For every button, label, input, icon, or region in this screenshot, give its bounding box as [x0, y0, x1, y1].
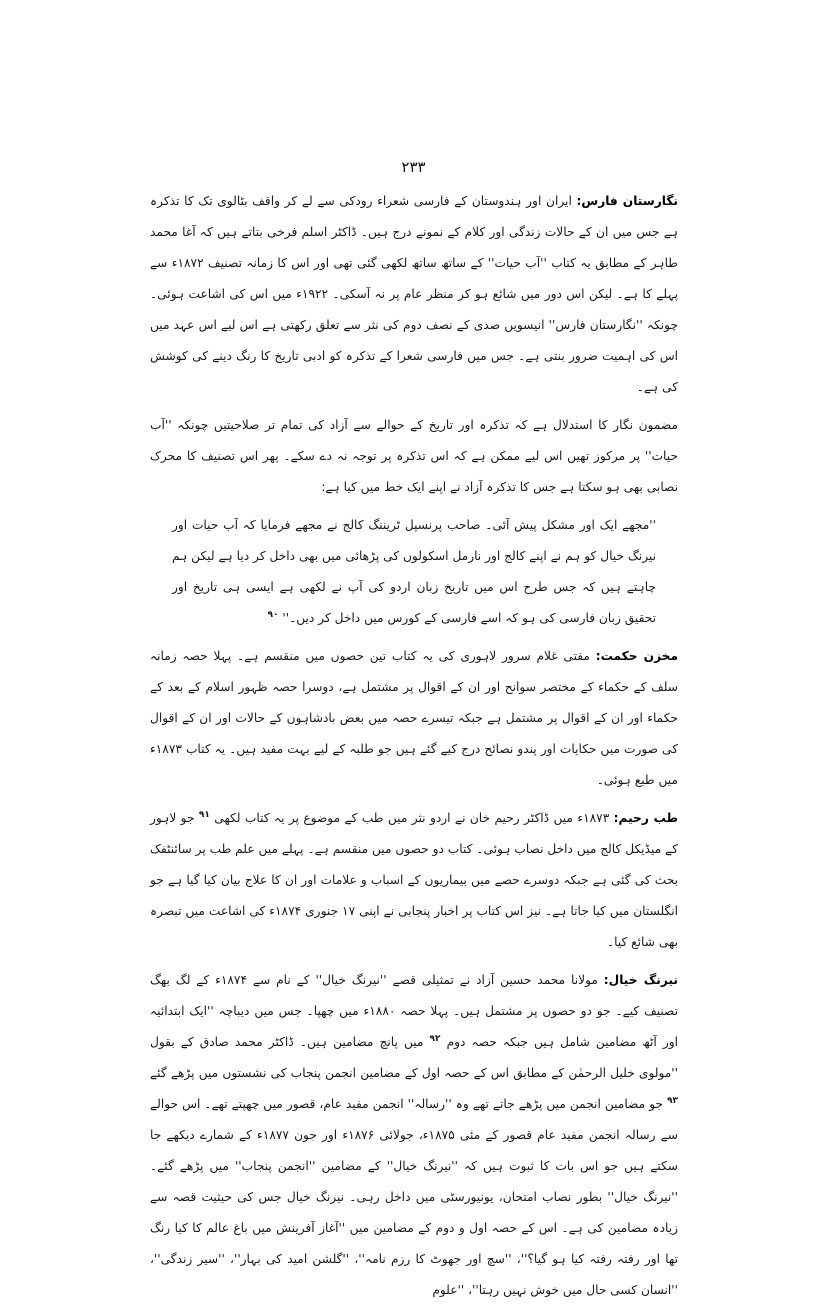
- paragraph-text: مولانا محمد حسین آزاد نے تمثیلی قصے ''نیرنگ خیال'' کے نام سے ۱۸۷۴ء کے لگ بھگ تصنیف کیے۔ جو دو حصوں پر مشتمل ہیں۔ پہلا حصہ ۱۸۸۰ء میں چھپا۔ جس میں دیباچہ ''ایک ابتدائیہ اور آٹھ مضامین شامل ہیں جبکہ حصہ دوم: [150, 973, 679, 1049]
- section-heading-nairang: نیرنگ خیال:: [603, 973, 678, 987]
- footnote-ref: ۹۳: [667, 1095, 678, 1106]
- block-quote: [172, 510, 656, 634]
- paragraph-text: جو مضامین انجمن میں پڑھے جاتے تھے وہ ''رسالہ'' انجمن مفید عام، قصور میں چھپتے تھے۔ اس حوالے سے رسالہ انجمن مفید عام قصور کے مئی ۱۸۷۵ء، جولائی ۱۸۷۶ء اور جون ۱۸۷۷ء کے شمارے دیکھے جا سکتے ہیں جو اس بات کا ثبوت ہیں کہ ''نیرنگ خیال'' کے مضامین ''انجمن پنجاب'' میں پڑھے گئے۔ ''نیرنگ خیال'' بطور نصاب امتحان، یونیورسٹی میں داخل رہی۔ نیرنگ خیال جس کی حیثیت قصہ سے زیادہ مضامین کی ہے۔ اس کے حصہ اول و دوم کے مضامین میں ''آغاز آفرینش میں باغ عالم کا کیا رنگ تھا اور رفتہ رفتہ کیا ہو گیا؟''، ''سچ اور جھوٹ کا رزم نامہ''، ''گلشن امید کی بہار''، ''سیر زندگی''، ''انسان کسی حال میں خوش نہیں رہتا''، ''علوم: [150, 1097, 678, 1297]
- paragraph-mazmoon: [150, 410, 678, 503]
- section-heading-nigaristan: نگارستان فارس:: [576, 194, 679, 208]
- section-heading-tib: طب رحیم:: [613, 811, 678, 825]
- quote-text: ''مجھے ایک اور مشکل پیش آئی۔ صاحب پرنسپل ٹریننگ کالج نے مجھے فرمایا کہ آب حیات اور نیرنگ خیال کو ہم نے اپنے کالج اور نارمل اسکولوں کی پڑھائی میں بھی داخل کر دیا ہے لیکن ہم چاہتے ہیں کہ جس طرح اس میں تاریخ زبان اردو کی آپ نے لکھی ہے ایسی ہی تاریخ اور تحقیق زبان فارسی کی ہو کہ اسے فارسی کے کورس میں داخل کر دیں۔'': [172, 518, 656, 625]
- footnote-ref: ۹۲: [429, 1033, 441, 1044]
- paragraph-makhzan: [150, 641, 678, 796]
- paragraph-text: مضمون نگار کا استدلال ہے کہ تذکرہ اور تاریخ کے حوالے سے آزاد کی تمام تر صلاحیتیں چونکہ ''آب حیات'' پر مرکوز تھیں اس لیے ممکن ہے کہ اس تذکرہ پر توجہ نہ دے سکے۔ پھر اس تصنیف کا محرک نصابی بھی ہو سکتا ہے جس کا تذکرہ آزاد نے اپنے ایک خط میں کیا ہے:: [150, 418, 678, 494]
- paragraph-text: ۱۸۷۳ء میں ڈاکٹر رحیم خان نے اردو نثر میں طب کے موضوع پر یہ کتاب لکھی: [214, 811, 610, 825]
- paragraph-text: ایران اور ہندوستان کے فارسی شعراء رودکی سے لے کر واقف بٹالوی تک کا تذکرہ ہے جس میں ان کے حالات زندگی اور کلام کے نمونے درج ہیں۔ ڈاکٹر اسلم فرخی بتاتے ہیں کہ آغا محمد طاہر کے مطابق یہ کتاب ''آب حیات'' کے ساتھ ساتھ لکھی گئی تھی اور اس کا زمانہ تصنیف ۱۸۷۲ء سے پہلے کا ہے۔ لیکن اس دور میں شائع ہو کر منظر عام پر نہ آسکی۔ ۱۹۲۲ء میں اس کی اشاعت ہوئی۔ چونکہ ''نگارستان فارس'' انیسویں صدی کے نصف دوم کی نثر سے تعلق رکھتی ہے اس لیے اس عہد میں اس کی اہمیت ضرور بنتی ہے۔ جس میں فارسی شعرا کے تذکرہ کو ادبی تاریخ کا رنگ دینے کی کوشش کی ہے۔: [150, 194, 678, 394]
- section-heading-makhzan: مخزن حکمت:: [595, 649, 678, 663]
- paragraph-tib: [150, 803, 678, 958]
- paragraph-text: مفتی غلام سرور لاہوری کی یہ کتاب تین حصوں میں منقسم ہے۔ پہلا حصہ زمانہ سلف کے حکماء کے مختصر سوانح اور ان کے اقوال پر مشتمل ہے، دوسرا حصہ ظہور اسلام کے بعد کے حکماء اور ان کے اقوال پر مشتمل ہے جبکہ تیسرے حصہ میں بعض بادشاہوں کے حالات اور ان کے اقوال کی صورت میں حکایات اور پندو نصائح درج کیے گئے ہیں جو طلبہ کے لیے بہت مفید ہیں۔ یہ کتاب ۱۸۷۳ء میں طبع ہوئی۔: [150, 649, 678, 787]
- paragraph-text: میں پانچ مضامین ہیں۔ ڈاکٹر محمد صادق کے بقول ''مولوی خلیل الرحمٰن کے مطابق اس کے حصہ اول کے مضامین انجمن پنجاب کی نشستوں میں پڑھے گئے: [150, 1035, 678, 1080]
- footnote-ref: ۹۰: [267, 609, 279, 620]
- footnote-ref: ۹۱: [198, 809, 210, 820]
- paragraph-text: جو لاہور کے میڈیکل کالج میں داخل نصاب ہوئی۔ کتاب دو حصوں میں منقسم ہے۔ پہلے میں علم طب پر سائنٹفک بحث کی گئی ہے جبکہ دوسرے حصے میں بیماریوں کے اسباب و علامات اور ان کا علاج بیان کیا گیا ہے جو انگلستان میں کیا جاتا ہے۔ نیز اس کتاب پر اخبار پنجابی نے اپنی ۱۷ جنوری ۱۸۷۴ء کی اشاعت میں تبصرہ بھی شائع کیا۔: [150, 811, 678, 949]
- page-number: ۲۳۳: [401, 158, 426, 176]
- page-body: [150, 186, 678, 1313]
- paragraph-nigaristan: [150, 186, 678, 403]
- paragraph-nairang: [150, 965, 678, 1306]
